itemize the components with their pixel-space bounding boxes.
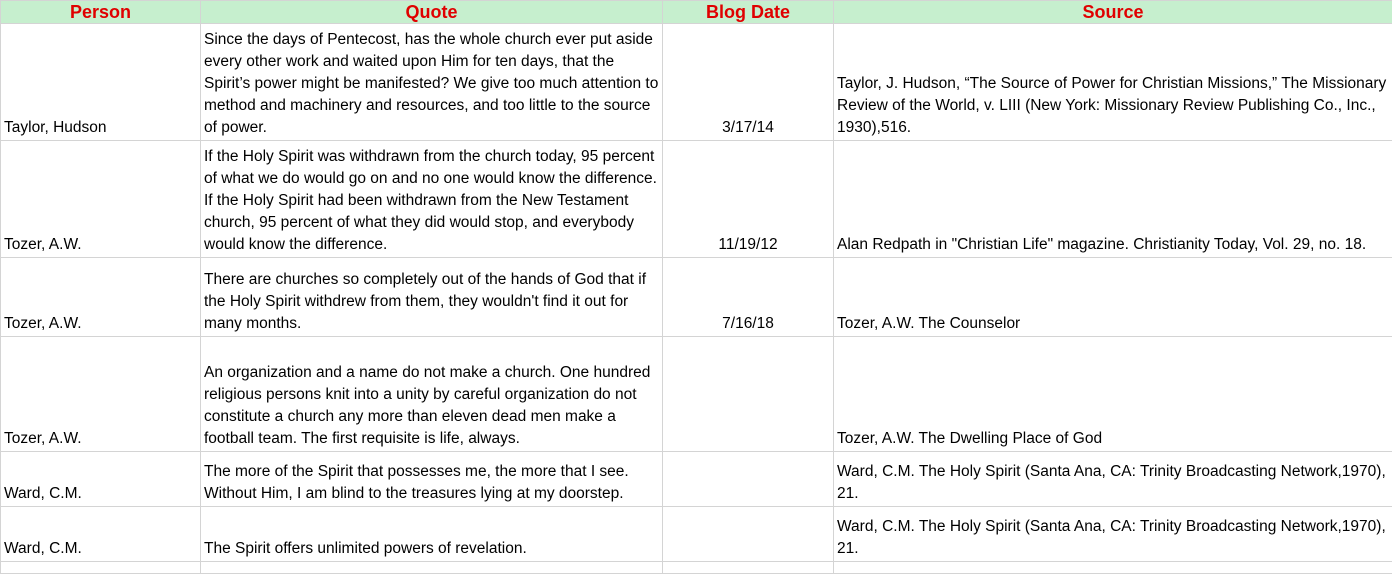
empty-cell[interactable] xyxy=(663,562,834,574)
header-person[interactable]: Person xyxy=(1,1,201,24)
blog-date-cell[interactable] xyxy=(663,452,834,507)
quote-cell[interactable]: If the Holy Spirit was withdrawn from the church today, 95 percent of what we do would go on and no one would know the difference. If the Holy Spirit had been withdrawn from the New Testament church, 95 percent of what they did would stop, and everybody would know the difference. xyxy=(201,141,663,258)
table-row xyxy=(1,141,1392,258)
table-row xyxy=(1,337,1392,452)
person-cell[interactable]: Tozer, A.W. xyxy=(1,337,201,452)
empty-row xyxy=(1,562,1392,574)
blog-date-cell[interactable] xyxy=(663,507,834,562)
person-cell[interactable]: Ward, C.M. xyxy=(1,507,201,562)
blog-date-cell[interactable] xyxy=(663,337,834,452)
table-row xyxy=(1,258,1392,337)
quote-cell[interactable]: There are churches so completely out of the hands of God that if the Holy Spirit withdrew from them, they wouldn't find it out for many months. xyxy=(201,258,663,337)
person-cell[interactable]: Tozer, A.W. xyxy=(1,141,201,258)
person-cell[interactable]: Ward, C.M. xyxy=(1,452,201,507)
source-cell[interactable]: Tozer, A.W. The Counselor xyxy=(834,258,1392,337)
empty-cell[interactable] xyxy=(1,562,201,574)
table-row xyxy=(1,452,1392,507)
table-row xyxy=(1,507,1392,562)
source-cell[interactable]: Alan Redpath in "Christian Life" magazine. Christianity Today, Vol. 29, no. 18. xyxy=(834,141,1392,258)
header-quote[interactable]: Quote xyxy=(201,1,663,24)
quote-cell[interactable]: Since the days of Pentecost, has the whole church ever put aside every other work and waited upon Him for ten days, that the Spirit’s power might be manifested? We give too much attention to method and machinery and resources, and too little to the source of power. xyxy=(201,24,663,141)
person-cell[interactable]: Tozer, A.W. xyxy=(1,258,201,337)
empty-cell[interactable] xyxy=(834,562,1392,574)
person-cell[interactable]: Taylor, Hudson xyxy=(1,24,201,141)
source-cell[interactable]: Ward, C.M. The Holy Spirit (Santa Ana, CA: Trinity Broadcasting Network,1970), 21. xyxy=(834,507,1392,562)
source-cell[interactable]: Ward, C.M. The Holy Spirit (Santa Ana, CA: Trinity Broadcasting Network,1970), 21. xyxy=(834,452,1392,507)
source-cell[interactable]: Taylor, J. Hudson, “The Source of Power for Christian Missions,” The Missionary Review of the World, v. LIII (New York: Missionary Review Publishing Co., Inc., 1930),516. xyxy=(834,24,1392,141)
quote-cell[interactable]: The more of the Spirit that possesses me, the more that I see. Without Him, I am blind to the treasures lying at my doorstep. xyxy=(201,452,663,507)
empty-cell[interactable] xyxy=(201,562,663,574)
blog-date-cell[interactable]: 7/16/18 xyxy=(663,258,834,337)
blog-date-cell[interactable]: 11/19/12 xyxy=(663,141,834,258)
blog-date-cell[interactable]: 3/17/14 xyxy=(663,24,834,141)
header-row xyxy=(1,1,1392,24)
quote-cell[interactable]: The Spirit offers unlimited powers of revelation. xyxy=(201,507,663,562)
table-row xyxy=(1,24,1392,141)
quote-cell[interactable]: An organization and a name do not make a church. One hundred religious persons knit into a unity by careful organization do not constitute a church any more than eleven dead men make a football team. The first requisite is life, always. xyxy=(201,337,663,452)
source-cell[interactable]: Tozer, A.W. The Dwelling Place of God xyxy=(834,337,1392,452)
header-blog-date[interactable]: Blog Date xyxy=(663,1,834,24)
header-source[interactable]: Source xyxy=(834,1,1392,24)
